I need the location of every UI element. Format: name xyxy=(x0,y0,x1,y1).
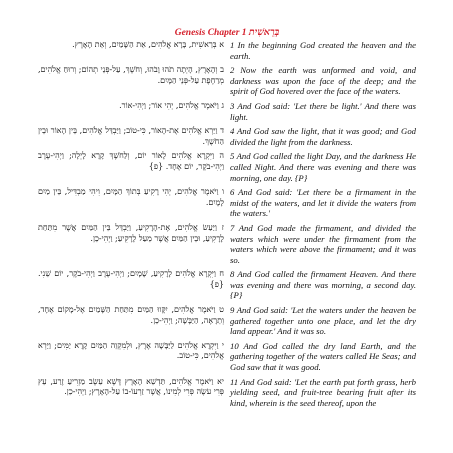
verse-english xyxy=(230,305,416,337)
chapter-page xyxy=(38,28,416,412)
verse-english-text: And God saw the light, that it was good; and God divided the light from the darkness. xyxy=(230,126,417,147)
verse-row xyxy=(38,151,416,183)
verse-english xyxy=(230,223,416,265)
verse-english-text: And God said: 'Let there be a firmament in the midst of the waters, and let it divide the waters from the waters.' xyxy=(230,187,416,219)
verse-row xyxy=(38,126,416,147)
verse-number: 4 xyxy=(230,126,235,137)
verse-english-text: And God made the firmament, and divided the waters which were under the firmament from the waters which were above the firmament; and it was so. xyxy=(230,222,416,265)
verse-english-text: And God said: 'Let there be light.' And there was light. xyxy=(230,100,417,122)
verse-row xyxy=(38,101,416,122)
verse-hebrew: ב וְהָאָרֶץ, הָיְתָה תֹהוּ וָבֹהוּ, וְחֹשֶׁךְ, עַל-פְּנֵי תְהוֹם; וְרוּחַ אֱלֹהִים, מְרַחֶפֶת עַל-פְּנֵי הַמָּיִם. xyxy=(38,65,224,85)
verse-number: 7 xyxy=(230,222,235,233)
verse-row xyxy=(38,187,416,219)
verse-hebrew: יא וַיֹּאמֶר אֱלֹהִים, תַּדְשֵׁא הָאָרֶץ דֶּשֶׁא עֵשֶׂב מַזְרִיעַ זֶרַע, עֵץ פְּרִי עֹשֶׂה פְּרִי לְמִינוֹ, אֲשֶׁר זַרְעוֹ-בוֹ עַל-הָאָרֶץ; וַיְהִי-כֵן. xyxy=(38,376,224,397)
verse-english xyxy=(230,187,416,219)
verse-english xyxy=(230,151,416,183)
verse-english xyxy=(230,65,416,97)
verse-english-text: Now the earth was unformed and void, and darkness was upon the face of the deep; and the spirit of God hovered over the face of the waters. xyxy=(230,65,416,97)
verse-row xyxy=(38,377,416,409)
verse-english xyxy=(230,126,416,147)
verse-hebrew: ד וַיַּרְא אֱלֹהִים אֶת-הָאוֹר, כִּי-טוֹב; וַיַּבְדֵּל אֱלֹהִים, בֵּין הָאוֹר וּבֵין הַחֹשֶׁךְ. xyxy=(38,126,224,146)
verse-english xyxy=(230,377,416,409)
verse-hebrew: ה וַיִּקְרָא אֱלֹהִים לָאוֹר יוֹם, וְלַחֹשֶׁךְ קָרָא לָיְלָה; וַיְהִי-עֶרֶב וַיְהִי-בֹקֶר, יוֹם אֶחָד. {פ} xyxy=(38,151,224,171)
verse-english-text: And God called the light Day, and the darkness He called Night. And there was evening and there was morning, one day. {P} xyxy=(230,151,416,183)
chapter-title xyxy=(38,28,416,40)
verse-number: 3 xyxy=(230,100,235,111)
verse-row xyxy=(38,269,416,301)
verse-english-text: In the beginning God created the heaven and the earth. xyxy=(230,40,416,61)
verse-english-text: And God called the dry land Earth, and the gathering together of the waters called He Seas; and God saw that it was good. xyxy=(230,340,417,373)
verse-hebrew: א בְּרֵאשִׁית, בָּרָא אֱלֹהִים, אֵת הַשָּׁמַיִם, וְאֵת הָאָרֶץ. xyxy=(72,40,224,49)
verse-row xyxy=(38,305,416,337)
verse-hebrew: ז וַיַּעַשׂ אֱלֹהִים, אֶת-הָרָקִיעַ, וַיַּבְדֵּל בֵּין הַמַּיִם אֲשֶׁר מִתַּחַת לָרָקִיעַ, וּבֵין הַמַּיִם אֲשֶׁר מֵעַל לָרָקִיעַ; וַיְהִי-כֵן. xyxy=(38,222,224,243)
verse-number: 5 xyxy=(230,151,235,162)
chapter-title-english: Genesis Chapter 1 xyxy=(174,28,247,38)
verse-number: 8 xyxy=(230,269,235,280)
verse-number: 1 xyxy=(230,40,235,50)
verse-number: 11 xyxy=(230,376,239,387)
verse-number: 2 xyxy=(230,65,235,76)
chapter-title-hebrew: בְּרֵאשִׁית xyxy=(248,28,280,38)
verse-row xyxy=(38,65,416,97)
verse-number: 9 xyxy=(230,305,235,316)
verse-english-text: And God called the firmament Heaven. And there was evening and there was morning, a second day. {P} xyxy=(230,269,416,301)
verse-hebrew: ח וַיִּקְרָא אֱלֹהִים לָרָקִיעַ, שָׁמָיִם; וַיְהִי-עֶרֶב וַיְהִי-בֹקֶר, יוֹם שֵׁנִי. {פ} xyxy=(38,269,224,289)
verse-english xyxy=(230,101,416,122)
verse-list xyxy=(38,40,416,408)
verse-number: 6 xyxy=(230,187,235,198)
verse-english xyxy=(230,40,416,61)
verse-hebrew: ט וַיֹּאמֶר אֱלֹהִים, יִקָּווּ הַמַּיִם מִתַּחַת הַשָּׁמַיִם אֶל-מָקוֹם אֶחָד, וְתֵרָאֶה, הַיַּבָּשָׁה; וַיְהִי-כֵן. xyxy=(38,305,224,325)
verse-number: 10 xyxy=(230,340,239,351)
verse-hebrew: ג וַיֹּאמֶר אֱלֹהִים, יְהִי אוֹר; וַיְהִי-אוֹר. xyxy=(119,100,224,110)
verse-row xyxy=(38,223,416,265)
verse-row xyxy=(38,341,416,373)
verse-hebrew: ו וַיֹּאמֶר אֱלֹהִים, יְהִי רָקִיעַ בְּתוֹךְ הַמָּיִם, וִיהִי מַבְדִּיל, בֵּין מַיִם לָמָיִם. xyxy=(38,187,224,207)
verse-english xyxy=(230,269,416,301)
verse-row xyxy=(38,40,416,61)
verse-english-text: And God said: 'Let the earth put forth grass, herb yielding seed, and fruit-tree bearing fruit after its kind, wherein is the seed thereof, upon the xyxy=(230,376,416,408)
verse-english-text: And God said: 'Let the waters under the heaven be gathered together unto one place, and let the dry land appear.' And it was so. xyxy=(230,305,416,337)
verse-hebrew: י וַיִּקְרָא אֱלֹהִים לַיַּבָּשָׁה אֶרֶץ, וּלְמִקְוֵה הַמַּיִם קָרָא יַמִּים; וַיַּרְא אֱלֹהִים, כִּי-טוֹב. xyxy=(38,340,224,361)
verse-english xyxy=(230,341,416,373)
